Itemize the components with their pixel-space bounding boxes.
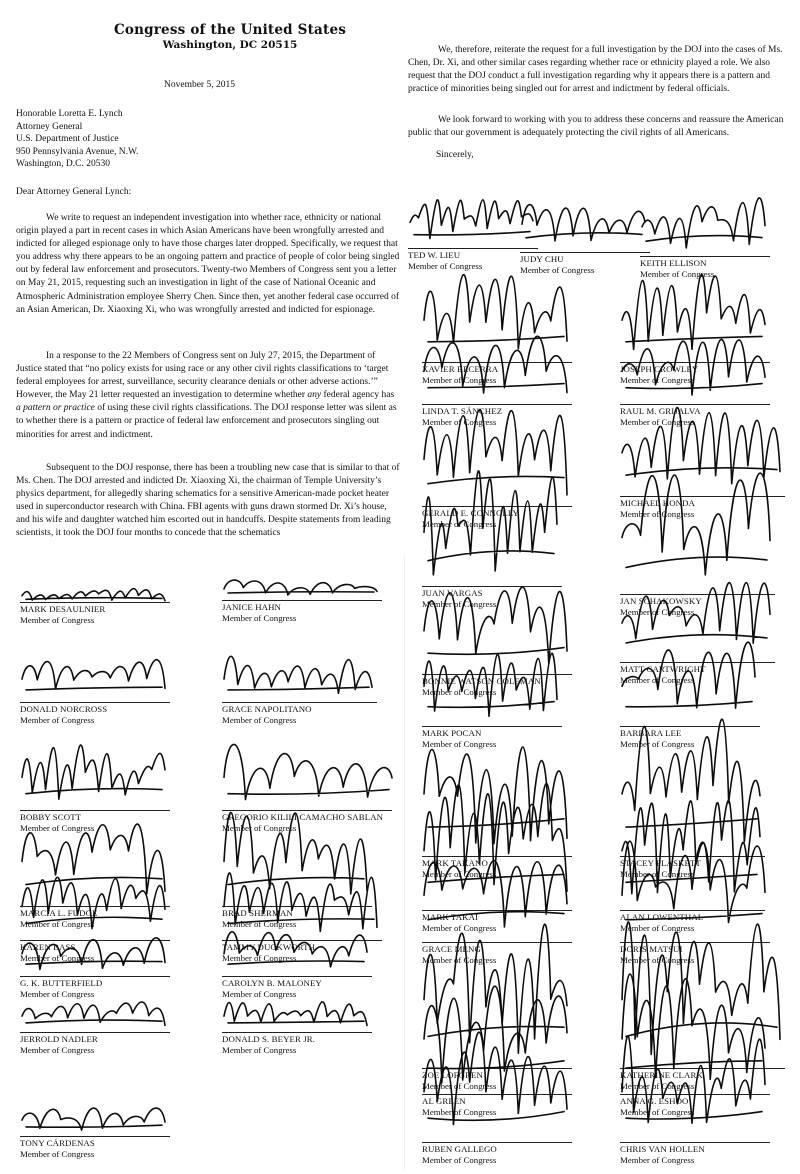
signatory-name: MATT CARTWRIGHT: [620, 664, 706, 674]
handwritten-signature: [20, 994, 170, 1034]
address-line: U.S. Department of Justice: [16, 134, 119, 145]
signatory-name: JUDY CHU: [520, 254, 564, 264]
signature-stroke: [224, 1002, 367, 1026]
signature-stroke: [410, 200, 533, 239]
signatory-title: Member of Congress: [620, 675, 695, 685]
signatory-name: TAMMY DUCKWORTH: [222, 942, 316, 952]
signatory-name: GREGORIO KILILI CAMACHO SABLAN: [222, 812, 384, 822]
handwritten-signature: [222, 576, 382, 602]
signatory-title: Member of Congress: [20, 989, 95, 999]
paragraph-closing: We look forward to working with you to address these concerns and reassure the American public that our government is adequately protecting the civil rights of all Americans.: [408, 115, 784, 139]
handwritten-signature: [222, 920, 372, 978]
signatory-name: G. K. BUTTERFIELD: [20, 978, 103, 988]
signatory-title: Member of Congress: [620, 739, 695, 749]
signature-line: [20, 702, 170, 703]
signature-stroke: [224, 932, 367, 967]
handwritten-signature: [20, 644, 170, 704]
signature-line: [408, 248, 538, 249]
signatory-title: Member of Congress: [422, 687, 497, 697]
signatory-title: Member of Congress: [422, 739, 497, 749]
handwritten-signature: [408, 182, 538, 250]
letter-date: November 5, 2015: [164, 80, 235, 90]
signatory-name: KEITH ELLISON: [640, 258, 707, 268]
handwritten-signature: [20, 1098, 170, 1138]
signatory-name: AL GREEN: [422, 1096, 466, 1106]
address-line: 950 Pennsylvania Avenue, N.W.: [16, 146, 139, 157]
signatory-title: Member of Congress: [20, 715, 95, 725]
signatory-title: Member of Congress: [422, 923, 497, 933]
address-line: Honorable Loretta E. Lynch: [16, 109, 123, 119]
signatory-title: Member of Congress: [640, 269, 715, 279]
signatory-title: Member of Congress: [222, 823, 297, 833]
paragraph-request: We, therefore, reiterate the request for a full investigation by the DOJ into the cases of Ms. Chen, Dr. Xi, and other similar cases regarding whether race or ethnicity played a role. We also request that the DOJ conduct a full investigation regarding why it appears there is a pattern and practice of minorities being singled out for arrest and indictment by federal officials.: [408, 45, 783, 95]
paragraph-2: [16, 350, 400, 442]
signatory-title: Member of Congress: [422, 599, 497, 609]
page-divider: [404, 555, 405, 1170]
signatory-name: TED W. LIEU: [408, 250, 461, 260]
signatory-name: JERROLD NADLER: [20, 1034, 98, 1044]
signatory-name: JUAN VARGAS: [422, 588, 483, 598]
signatory-title: Member of Congress: [620, 1155, 695, 1165]
signatory-title: Member of Congress: [20, 823, 95, 833]
signatory-name: BOBBY SCOTT: [20, 812, 82, 822]
paragraph-1: We write to request an independent investigation into whether race, ethnicity or national origin played a part in recent cases in which Asian Americans have been wrongfully arrested and indicted for alleged espionage only to have those charges later dropped. Specifically, we request that you address why there appears to be an ongoing pattern and practice of people of color being singled out by federal law enforcement and prosecutors. Twenty-two Members of Congress sent you a letter on May 21, 2015, requesting such an investigation in light of the case of National Oceanic and Atmospheric Administration employee Sherry Chen. Since then, yet another federal case occurred of an Asian American, Dr. Xiaoxing Xi, who was wrongfully arrested and indicted for espionage.: [16, 213, 400, 315]
signatory-name: BARBARA LEE: [620, 728, 682, 738]
signature-line: [222, 600, 382, 601]
signatory-name: ANNA G. ESHOO: [620, 1096, 689, 1106]
signature-stroke: [522, 205, 645, 241]
handwritten-signature: [422, 1006, 572, 1144]
signature-line: [222, 1032, 372, 1033]
signatory-title: Member of Congress: [620, 923, 695, 933]
signature-line: [222, 702, 377, 703]
signatory-name: MARK POCAN: [422, 728, 482, 738]
signatory-name: BONNIE WATSON COLEMAN: [422, 676, 541, 686]
closing: Sincerely,: [436, 150, 474, 160]
salutation: Dear Attorney General Lynch:: [16, 187, 132, 197]
signatory-title: Member of Congress: [620, 1107, 695, 1117]
signatory-title: Member of Congress: [222, 613, 297, 623]
signatory-name: CHRIS VAN HOLLEN: [620, 1144, 705, 1154]
handwritten-signature: [20, 920, 170, 978]
signatory-title: Member of Congress: [620, 375, 695, 385]
signatory-name: CAROLYN B. MALONEY: [222, 978, 322, 988]
signatory-title: Member of Congress: [422, 519, 497, 529]
paragraph-2-emphasis-pattern: a pattern or practice: [16, 403, 95, 414]
signature-stroke: [22, 589, 165, 601]
signatory-name: GRACE NAPOLITANO: [222, 704, 312, 714]
signatory-title: Member of Congress: [20, 953, 95, 963]
signatory-name: MARK TAKAI: [422, 912, 479, 922]
handwritten-signature: [640, 180, 770, 258]
signatory-name: RUBEN GALLEGO: [422, 1144, 497, 1154]
signatory-title: Member of Congress: [20, 1045, 95, 1055]
signature-stroke: [424, 1032, 567, 1124]
signatory-title: Member of Congress: [422, 1107, 497, 1117]
signatory-name: JANICE HAHN: [222, 602, 282, 612]
signatory-name: GRACE MENG: [422, 944, 481, 954]
signatory-name: DORIS MATSUI: [620, 944, 683, 954]
signatory-title: Member of Congress: [222, 1045, 297, 1055]
handwritten-signature: [20, 584, 170, 604]
signatory-title: Member of Congress: [422, 417, 497, 427]
signatory-name: GERALD E. CONNOLLY: [422, 508, 519, 518]
signatory-title: Member of Congress: [422, 1155, 497, 1165]
paragraph-2-text: In a response to the 22 Members of Congress sent on July 27, 2015, the Department of Justice stated that “no policy exists for using race or any other civil rights classifications to ‘target federal employees for arrest, surveillance, security clearance denials or other adverse actions.’” However, the May 21 letter requested an investigation to determine whether: [16, 351, 389, 401]
recipient-address: [16, 108, 138, 171]
address-line: Attorney General: [16, 121, 83, 132]
signatory-title: Member of Congress: [222, 989, 297, 999]
signatory-title: Member of Congress: [620, 955, 695, 965]
paragraph-2-text: federal agency has: [321, 390, 395, 401]
paragraph-2-text: of using these civil rights classifications. The DOJ response letter was silent as to whether there is a pattern or practice of federal law enforcement and prosecutors singling out minorities for arrest and indictment.: [16, 403, 397, 440]
signatory-title: Member of Congress: [222, 715, 297, 725]
signatory-title: Member of Congress: [20, 919, 95, 929]
signatory-title: Member of Congress: [20, 1149, 95, 1159]
signature-stroke: [22, 660, 165, 690]
signatory-name: MARK DESAULNIER: [20, 604, 106, 614]
signatory-title: Member of Congress: [422, 375, 497, 385]
signature-line: [620, 1142, 770, 1143]
signature-line: [20, 1136, 170, 1137]
signatory-title: Member of Congress: [620, 417, 695, 427]
signatory-name: JAN SCHAKOWSKY: [620, 596, 702, 606]
signatory-name: ALAN LOWENTHAL: [620, 912, 704, 922]
signatory-name: KAREN BASS: [20, 942, 76, 952]
signatory-name: DONALD S. BEYER JR.: [222, 1034, 316, 1044]
signature-stroke: [622, 1036, 765, 1123]
signatory-title: Member of Congress: [20, 615, 95, 625]
handwritten-signature: [222, 644, 377, 704]
signature-line: [222, 976, 372, 977]
signatory-name: BRAD SHERMAN: [222, 908, 293, 918]
signatory-title: Member of Congress: [422, 1081, 497, 1091]
signatory-title: Member of Congress: [520, 265, 595, 275]
signatory-name: KATHERINE CLARK: [620, 1070, 703, 1080]
signatory-name: RAUL M. GRIJALVA: [620, 406, 701, 416]
signature-line: [20, 1032, 170, 1033]
signatory-title: Member of Congress: [222, 919, 297, 929]
signatory-name: MARK TAKANO: [422, 858, 488, 868]
signature-stroke: [22, 1002, 165, 1025]
address-line: Washington, D.C. 20530: [16, 159, 110, 170]
signatory-title: Member of Congress: [408, 261, 483, 271]
signature-line: [422, 1142, 572, 1143]
signatory-name: JOSEPH CROWLEY: [620, 364, 699, 374]
signatory-title: Member of Congress: [422, 955, 497, 965]
handwritten-signature: [222, 994, 372, 1034]
signature-stroke: [22, 938, 165, 970]
signatory-name: MICHAEL HONDA: [620, 498, 696, 508]
signatory-name: TONY CÁRDENAS: [20, 1138, 95, 1148]
signatory-title: Member of Congress: [222, 953, 297, 963]
signature-stroke: [224, 656, 372, 693]
signature-line: [20, 602, 170, 603]
paragraph-2-emphasis-any: any: [307, 390, 322, 401]
signatory-name: MARCIA L. FUDGE: [20, 908, 98, 918]
signatory-title: Member of Congress: [620, 869, 695, 879]
signature-stroke: [642, 198, 765, 248]
signatory-name: DONALD NORCROSS: [20, 704, 108, 714]
letterhead-title: Congress of the United States: [113, 22, 347, 38]
signature-stroke: [22, 1108, 165, 1130]
signatory-title: Member of Congress: [620, 509, 695, 519]
handwritten-signature: [620, 1006, 770, 1144]
signatory-title: Member of Congress: [422, 869, 497, 879]
signatory-name: ZOE LOFGREN: [422, 1070, 483, 1080]
signatory-name: XAVIER BECERRA: [422, 364, 499, 374]
letterhead: [100, 22, 360, 51]
signatory-title: Member of Congress: [620, 607, 695, 617]
letterhead-city: Washington, DC 20515: [162, 39, 298, 51]
handwritten-signature: [520, 180, 650, 254]
signatory-name: STACEY PLASKETT: [620, 858, 701, 868]
paragraph-3: Subsequent to the DOJ response, there has been a troubling new case that is similar to that of Ms. Chen. The DOJ arrested and indicted Dr. Xiaoxing Xi, the chairman of Temple University’s physics department, for allegedly sharing schematics for a sensitive American-made pocket heater used in superconductor research with China. FBI agents with guns drawn stormed Dr. Xi’s house, and his wife and daughter watched him escorted out in handcuffs. Despite statements from leading scientists, it took the DOJ four months to concede that the schematics: [16, 463, 400, 539]
signature-stroke: [224, 580, 377, 595]
signature-line: [20, 976, 170, 977]
signatory-title: Member of Congress: [620, 1081, 695, 1091]
signatory-name: LINDA T. SÁNCHEZ: [422, 406, 503, 416]
